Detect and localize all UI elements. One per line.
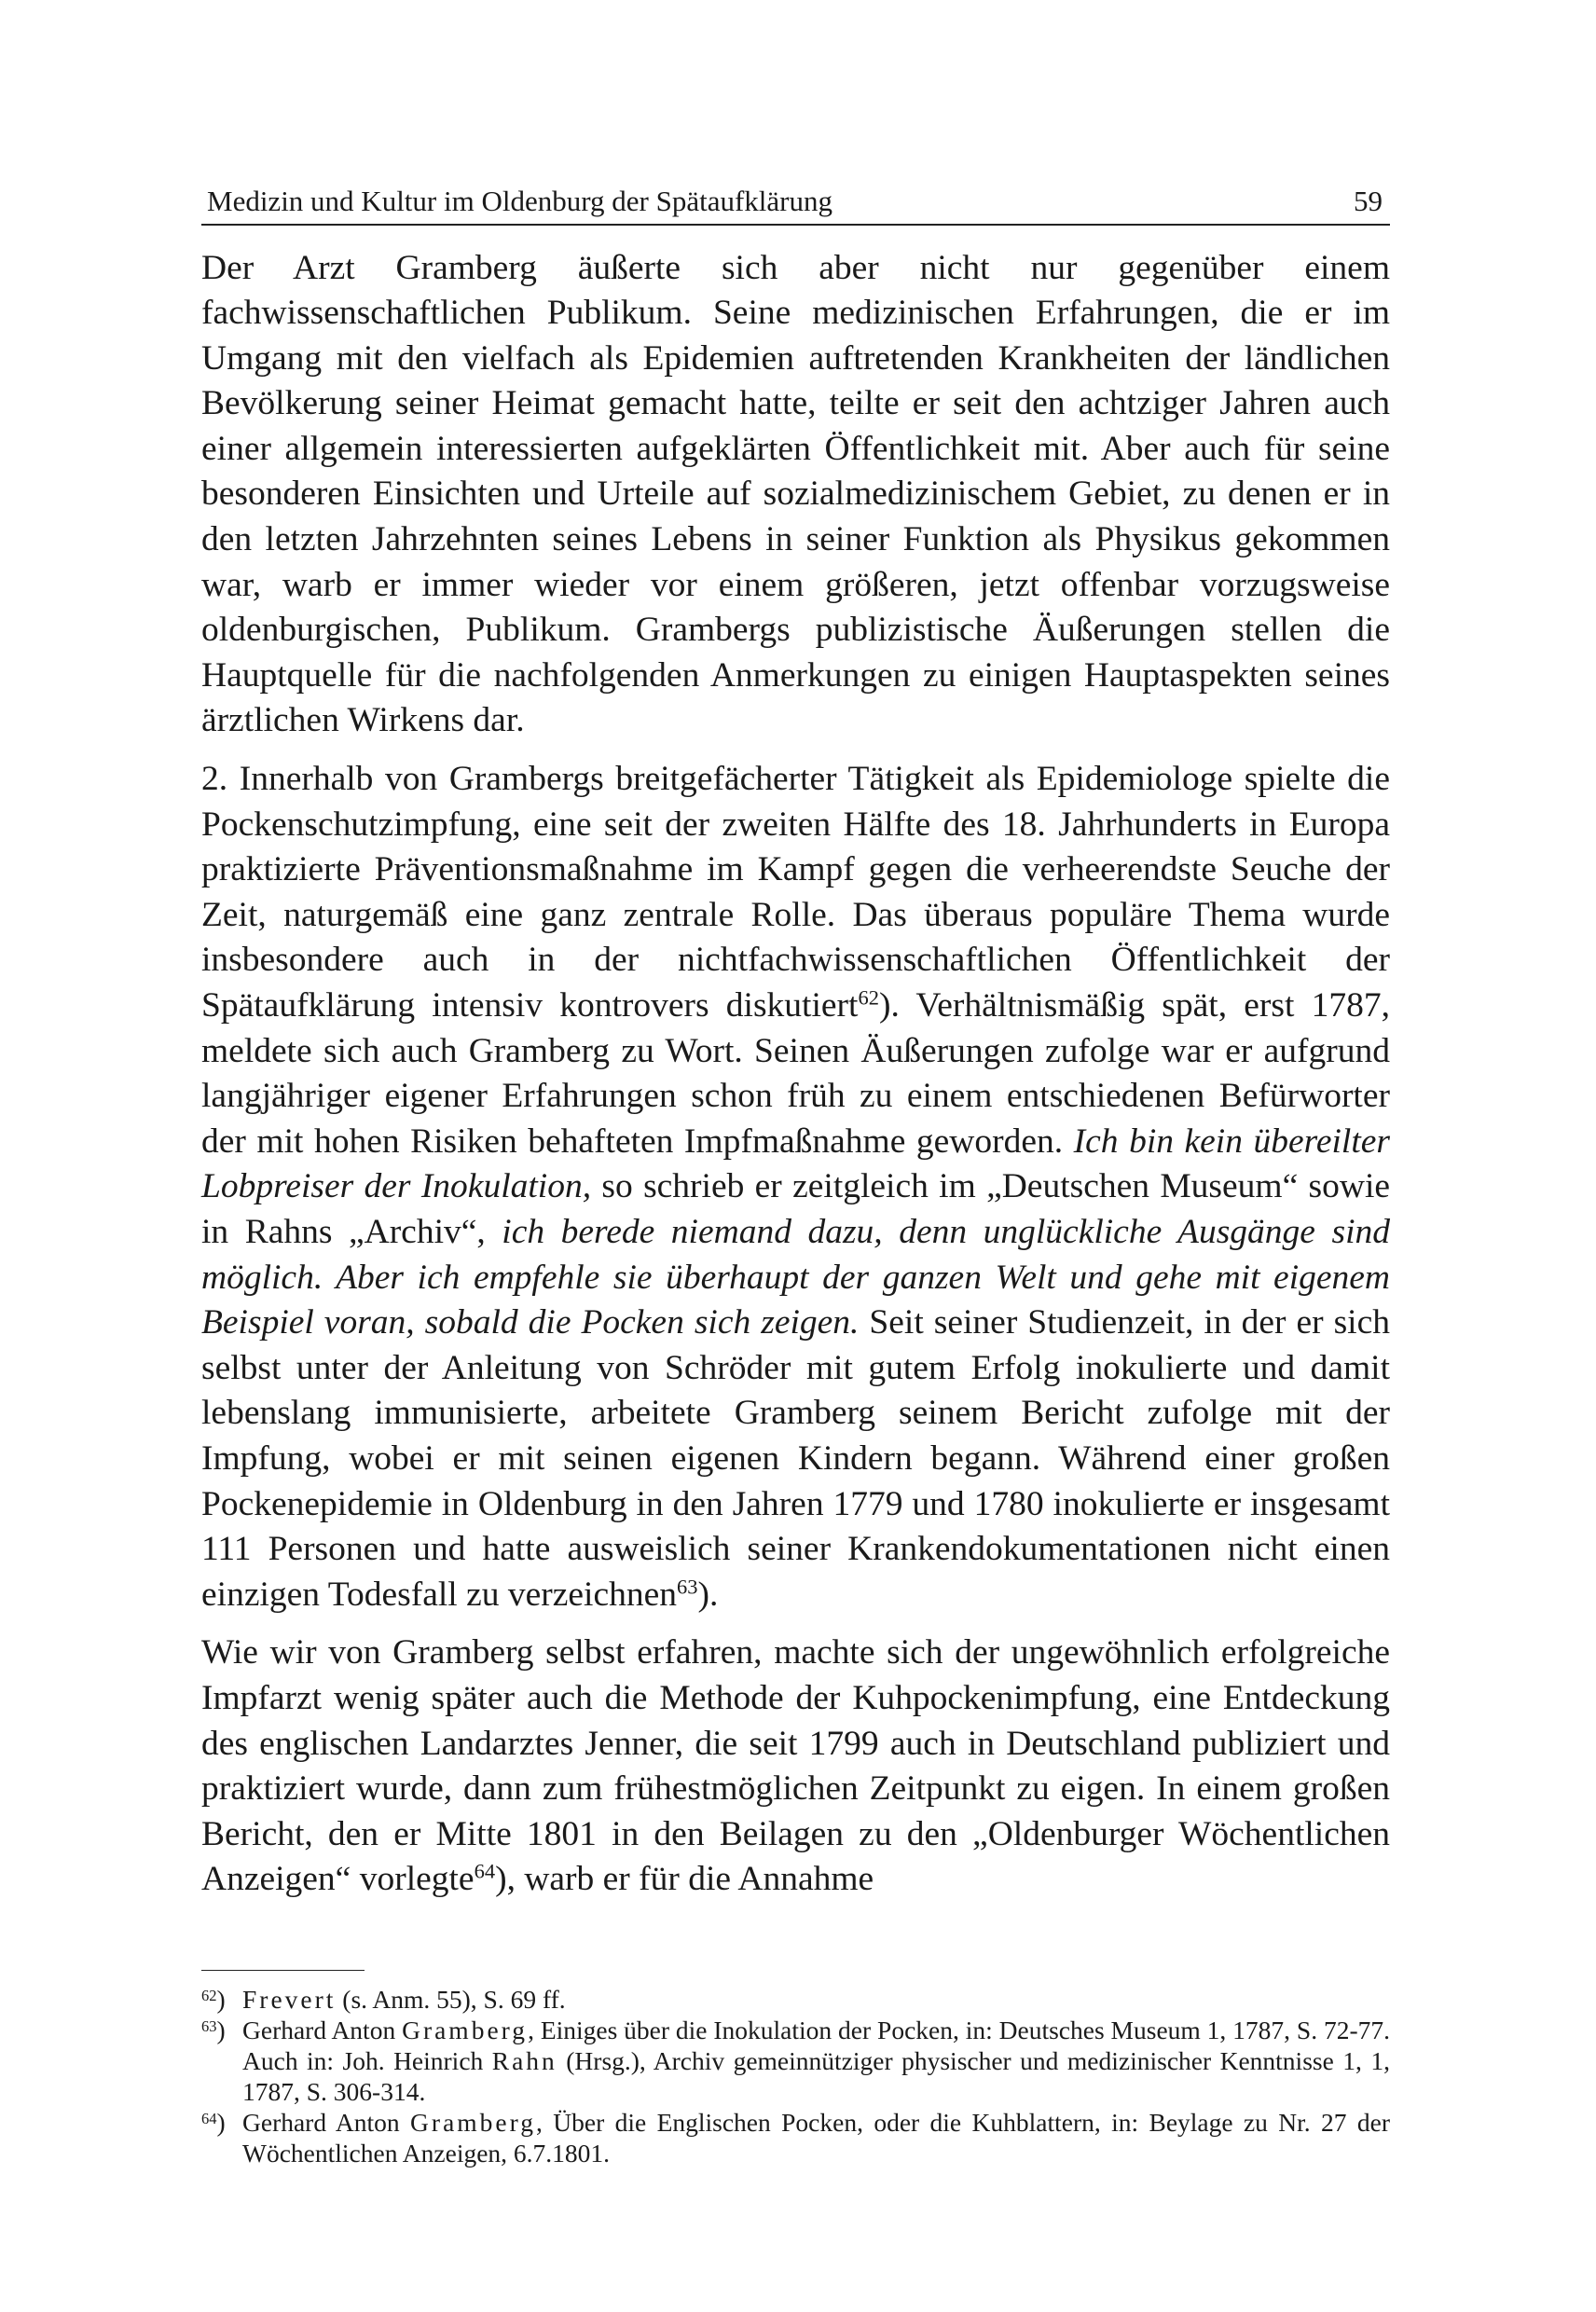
footnote-text: Gerhard Anton Gramberg, Einiges über die Inokulation der Pocken, in: Deutsches Museum 1, 1787, S. 72-77. Auch in: Joh. Heinrich Rahn (Hrsg.), Archiv gemeinnütziger physischer und medizinischer Kenntnisse 1, 1, 1787, S. 306-314.	[242, 2016, 1390, 2107]
footnotes	[201, 1984, 1390, 2168]
page-number: 59	[1354, 185, 1383, 217]
paragraph-1: Der Arzt Gramberg äußerte sich aber nicht nur gegenüber einem fachwissenschaftlichen Publikum. Seine medizinischen Erfahrungen, die er im Umgang mit den vielfach als Epidemien auftretenden Krankheiten der ländlichen Bevölkerung seiner Heimat gemacht hatte, teilte er seit den achtziger Jahren auch einer allgemein interessierten aufgeklärten Öffentlichkeit mit. Aber auch für seine besonderen Einsichten und Urteile auf sozialmedizinischem Gebiet, zu denen er in den letzten Jahrzehnten seines Lebens in seiner Funktion als Physikus gekommen war, warb er immer wieder vor einem größeren, jetzt offenbar vorzugsweise oldenburgischen, Publikum. Grambergs publizistische Äußerungen stellen die Hauptquelle für die nachfolgenden Anmerkungen zu einigen Hauptaspekten seines ärztlichen Wirkens dar.	[201, 248, 1390, 740]
quote-italic-2: ich berede niemand dazu, denn unglückliche Ausgänge sind möglich. Aber ich empfehle sie überhaupt der ganzen Welt und gehe mit eigenem Beispiel voran, sobald die Pocken sich zeigen.	[201, 1212, 1390, 1342]
running-head	[201, 183, 1390, 224]
footnote-number: $^{62}$)	[201, 1985, 226, 2015]
footnote-64	[201, 2107, 1390, 2168]
header-rule	[201, 224, 1390, 226]
footnote-rule	[201, 1970, 365, 1972]
paragraph-3: Wie wir von Gramberg selbst erfahren, machte sich der ungewöhnlich erfolgreiche Impfarzt wenig später auch die Methode der Kuhpockenimpfung, eine Entdeckung des englischen Landarztes Jenner, die seit 1799 auch in Deutschland publiziert und praktiziert wurde, dann zum frühestmöglichen Zeitpunkt zu eigen. In einem großen Bericht, den er Mitte 1801 in den Beilagen zu den „Oldenburger Wöchentlichen Anzeigen“ vorlegte$^{64}$), warb er für die Annahme	[201, 1633, 1390, 1899]
body-text	[201, 246, 1390, 1903]
author-name: Frevert	[242, 1985, 337, 2015]
footnote-text: Gerhard Anton Gramberg, Über die Englischen Pocken, oder die Kuhblattern, in: Beylage zu Nr. 27 der Wöchentlichen Anzeigen, 6.7.1801.	[242, 2108, 1390, 2168]
author-name: Gramberg	[402, 2016, 529, 2045]
footnote-62	[201, 1984, 1390, 2015]
footnote-text: Frevert (s. Anm. 55), S. 69 ff.	[242, 1985, 566, 2015]
editor-name: Rahn	[491, 2046, 557, 2076]
footnote-number: $^{64}$)	[201, 2108, 226, 2138]
footnote-number: $^{63}$)	[201, 2016, 226, 2045]
author-name: Gramberg	[410, 2108, 537, 2138]
footnote-63	[201, 2015, 1390, 2107]
footnote-ref-62[interactable]: 62	[858, 985, 879, 1010]
book-page	[201, 183, 1390, 2168]
footnote-ref-64[interactable]: 64	[474, 1859, 496, 1883]
footnote-ref-63[interactable]: 63	[677, 1575, 698, 1599]
quote-italic-1: Ich bin kein übereilter Lobpreiser der Inokulation,	[201, 1122, 1390, 1206]
paragraph-2: 2. Innerhalb von Grambergs breitgefächerter Tätigkeit als Epidemiologe spielte die Pockenschutzimpfung, eine seit der zweiten Hälfte des 18. Jahrhunderts in Europa praktizierte Präventionsmaßnahme im Kampf gegen die verheerendste Seuche der Zeit, naturgemäß eine ganz zentrale Rolle. Das überaus populäre Thema wurde insbesondere auch in der nichtfachwissenschaftlichen Öffentlichkeit der Spätaufklärung intensiv kontrovers diskutiert$^{62}$). Verhältnismäßig spät, erst 1787, meldete sich auch Gramberg zu Wort. Seinen Äußerungen zufolge war er aufgrund langjähriger eigener Erfahrungen schon früh zu einem entschiedenen Befürworter der mit hohen Risiken behafteten Impfmaßnahme geworden. Ich bin kein übereilter Lobpreiser der Inokulation, so schrieb er zeitgleich im „Deutschen Museum“ sowie in Rahns „Archiv“, ich berede niemand dazu, denn unglückliche Ausgänge sind möglich. Aber ich empfehle sie überhaupt der ganzen Welt und gehe mit eigenem Beispiel voran, sobald die Pocken sich zeigen. Seit seiner Studienzeit, in der er sich selbst unter der Anleitung von Schröder mit gutem Erfolg inokulierte und damit lebenslang immunisierte, arbeitete Gramberg seinem Bericht zufolge mit der Impfung, wobei er mit seinen eigenen Kindern begann. Während einer großen Pockenepidemie in Oldenburg in den Jahren 1779 und 1780 inokulierte er insgesamt 111 Personen und hatte ausweislich seiner Krankendokumentationen nicht einen einzigen Todesfall zu verzeichnen$^{63}$).	[201, 760, 1391, 1614]
running-title: Medizin und Kultur im Oldenburg der Spätaufklärung	[207, 185, 832, 217]
